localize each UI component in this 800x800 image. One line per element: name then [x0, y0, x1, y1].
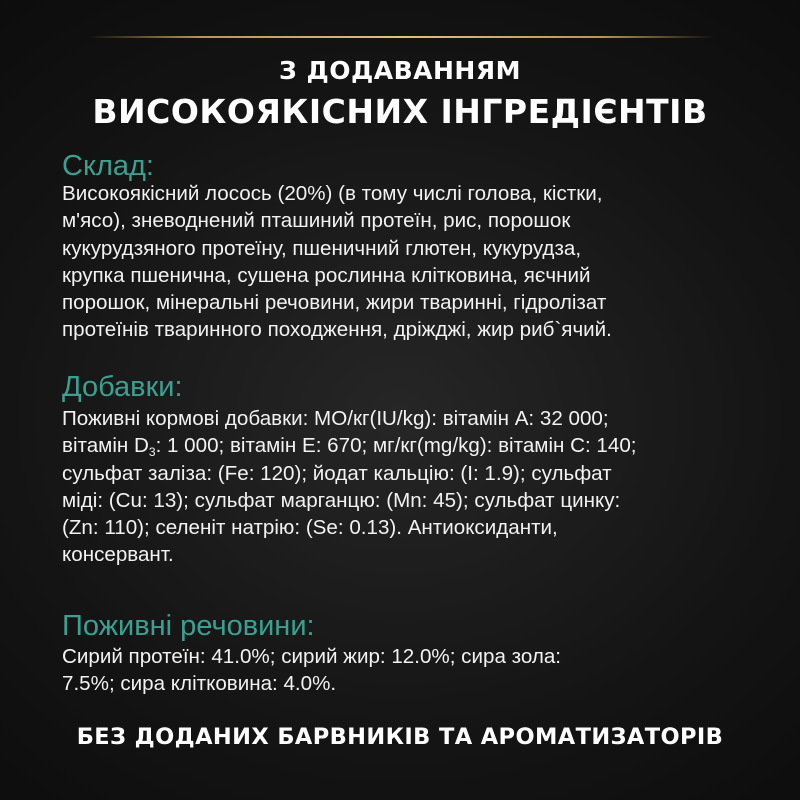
additives-title: Добавки:	[62, 371, 183, 403]
headline-line-2: ВИСОКОЯКІСНИХ ІНГРЕДІЄНТІВ	[92, 92, 708, 131]
gold-divider-line	[88, 36, 714, 38]
nutrients-line: 7.5%; сира клітковина: 4.0%.	[62, 672, 337, 696]
additives-line: (Zn: 110); селеніт натрію: (Se: 0.13). Антиоксиданти,	[62, 516, 558, 540]
additives-line: сульфат заліза: (Fe: 120); йодат кальцію: (I: 1.9); сульфат	[62, 461, 612, 485]
composition-line: м'ясо), зневоднений пташиний протеїн, рис, порошок	[62, 209, 571, 233]
footer-claim: БЕЗ ДОДАНИХ БАРВНИКІВ ТА АРОМАТИЗАТОРІВ	[76, 724, 724, 750]
composition-line: протеїнів тваринного походження, дріжджі, жир риб`ячий.	[62, 318, 612, 342]
additives-line-part: : 1 000; вітамін Е: 670; мг/кг(mg/kg): вітамін С: 140;	[155, 434, 637, 458]
additives-body	[62, 405, 762, 569]
composition-line: порошок, мінеральні речовини, жири тваринні, гідролізат	[62, 291, 607, 315]
additives-line-vitamin-d	[62, 432, 762, 459]
composition-line: крупка пшенична, сушена рослинна клітковина, яєчний	[62, 263, 591, 287]
additives-line: міді: (Cu: 13); сульфат марганцю: (Mn: 45); сульфат цинку:	[62, 488, 621, 512]
composition-line: Високоякісний лосось (20%) (в тому числі голова, кістки,	[62, 182, 603, 205]
nutrients-line: Сирий протеїн: 41.0%; сирий жир: 12.0%; сира зола:	[62, 645, 562, 668]
subscript-3: 3	[148, 445, 156, 460]
additives-line: консервант.	[62, 543, 174, 567]
composition-body	[62, 180, 762, 344]
composition-title: Склад:	[62, 150, 154, 182]
additives-line: Поживні кормові добавки: МО/кг(IU/kg): вітамін А: 32 000;	[62, 407, 609, 430]
additives-line-part: вітамін D	[62, 434, 149, 458]
nutrients-body	[62, 643, 762, 698]
nutrients-title: Поживні речовини:	[62, 610, 315, 642]
headline-line-1: З ДОДАВАННЯМ	[279, 56, 521, 85]
composition-line: кукурудзяного протеїну, пшеничний глютен, кукурудза,	[62, 236, 582, 260]
